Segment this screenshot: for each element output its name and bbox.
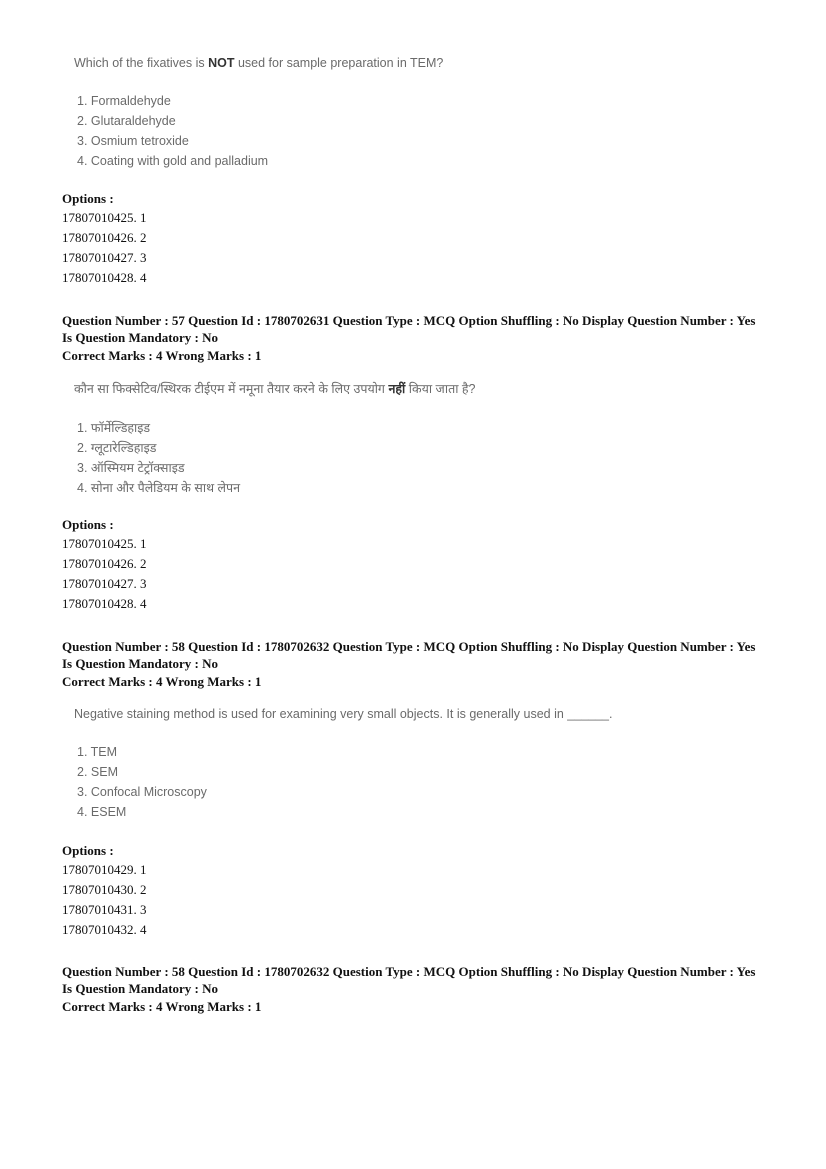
choice-item: 4. ESEM — [77, 805, 127, 819]
option-row: 17807010425. 1 — [62, 536, 147, 551]
option-row: 17807010432. 4 — [62, 922, 147, 937]
choice-list — [74, 418, 476, 498]
option-row: 17807010426. 2 — [62, 230, 147, 245]
mandatory-line: Is Question Mandatory : No — [62, 981, 219, 996]
options-label: Options : — [62, 191, 114, 206]
options-block-1 — [62, 190, 147, 288]
choice-item: 1. Formaldehyde — [77, 94, 171, 108]
choice-item: 3. Confocal Microscopy — [77, 785, 207, 799]
question-image-3 — [74, 707, 612, 822]
question-meta-line: Question Number : 58 Question Id : 1780702632 Question Type : MCQ Option Shuffling : No Display Question Number : Yes — [62, 964, 756, 979]
options-label: Options : — [62, 843, 114, 858]
marks-line: Correct Marks : 4 Wrong Marks : 1 — [62, 348, 262, 363]
marks-line: Correct Marks : 4 Wrong Marks : 1 — [62, 674, 262, 689]
question-meta-line: Question Number : 57 Question Id : 1780702631 Question Type : MCQ Option Shuffling : No Display Question Number : Yes — [62, 313, 756, 328]
question-image-1 — [74, 56, 443, 171]
marks-line: Correct Marks : 4 Wrong Marks : 1 — [62, 999, 262, 1014]
choice-item: 1. फॉर्मेल्डिहाइड — [77, 421, 151, 435]
option-row: 17807010431. 3 — [62, 902, 147, 917]
option-row: 17807010430. 2 — [62, 882, 147, 897]
option-row: 17807010428. 4 — [62, 270, 147, 285]
question-text: Which of the fixatives is NOT used for sample preparation in TEM? — [74, 56, 444, 70]
option-row: 17807010427. 3 — [62, 250, 147, 265]
mandatory-line: Is Question Mandatory : No — [62, 330, 219, 345]
question-text: कौन सा फिक्सेटिव/स्थिरक टीईएम में नमूना तैयार करने के लिए उपयोग नहीं किया जाता है? — [74, 382, 476, 396]
options-block-2 — [62, 516, 147, 614]
option-row: 17807010428. 4 — [62, 596, 147, 611]
option-row: 17807010427. 3 — [62, 576, 147, 591]
question-header-57 — [62, 312, 755, 364]
option-row: 17807010425. 1 — [62, 210, 147, 225]
option-row: 17807010426. 2 — [62, 556, 147, 571]
question-meta-line: Question Number : 58 Question Id : 1780702632 Question Type : MCQ Option Shuffling : No Display Question Number : Yes — [62, 639, 756, 654]
choice-item: 2. ग्लूटारेल्डिहाइड — [77, 441, 157, 455]
question-header-58-repeat — [62, 963, 755, 1015]
choice-list — [74, 91, 443, 171]
choice-item: 4. Coating with gold and palladium — [77, 154, 269, 168]
options-block-3 — [62, 842, 147, 940]
choice-item: 3. Osmium tetroxide — [77, 134, 189, 148]
question-header-58 — [62, 638, 755, 690]
choice-item: 2. SEM — [77, 765, 118, 779]
question-image-2 — [74, 380, 476, 498]
choice-item: 2. Glutaraldehyde — [77, 114, 176, 128]
choice-item: 3. ऑस्मियम टेट्रॉक्साइड — [77, 461, 185, 475]
choice-list — [74, 742, 612, 822]
choice-item: 1. TEM — [77, 745, 118, 759]
mandatory-line: Is Question Mandatory : No — [62, 656, 219, 671]
choice-item: 4. सोना और पैलेडियम के साथ लेपन — [77, 481, 241, 495]
question-text: Negative staining method is used for examining very small objects. It is generally used in ______. — [74, 707, 613, 721]
options-label: Options : — [62, 517, 114, 532]
option-row: 17807010429. 1 — [62, 862, 147, 877]
